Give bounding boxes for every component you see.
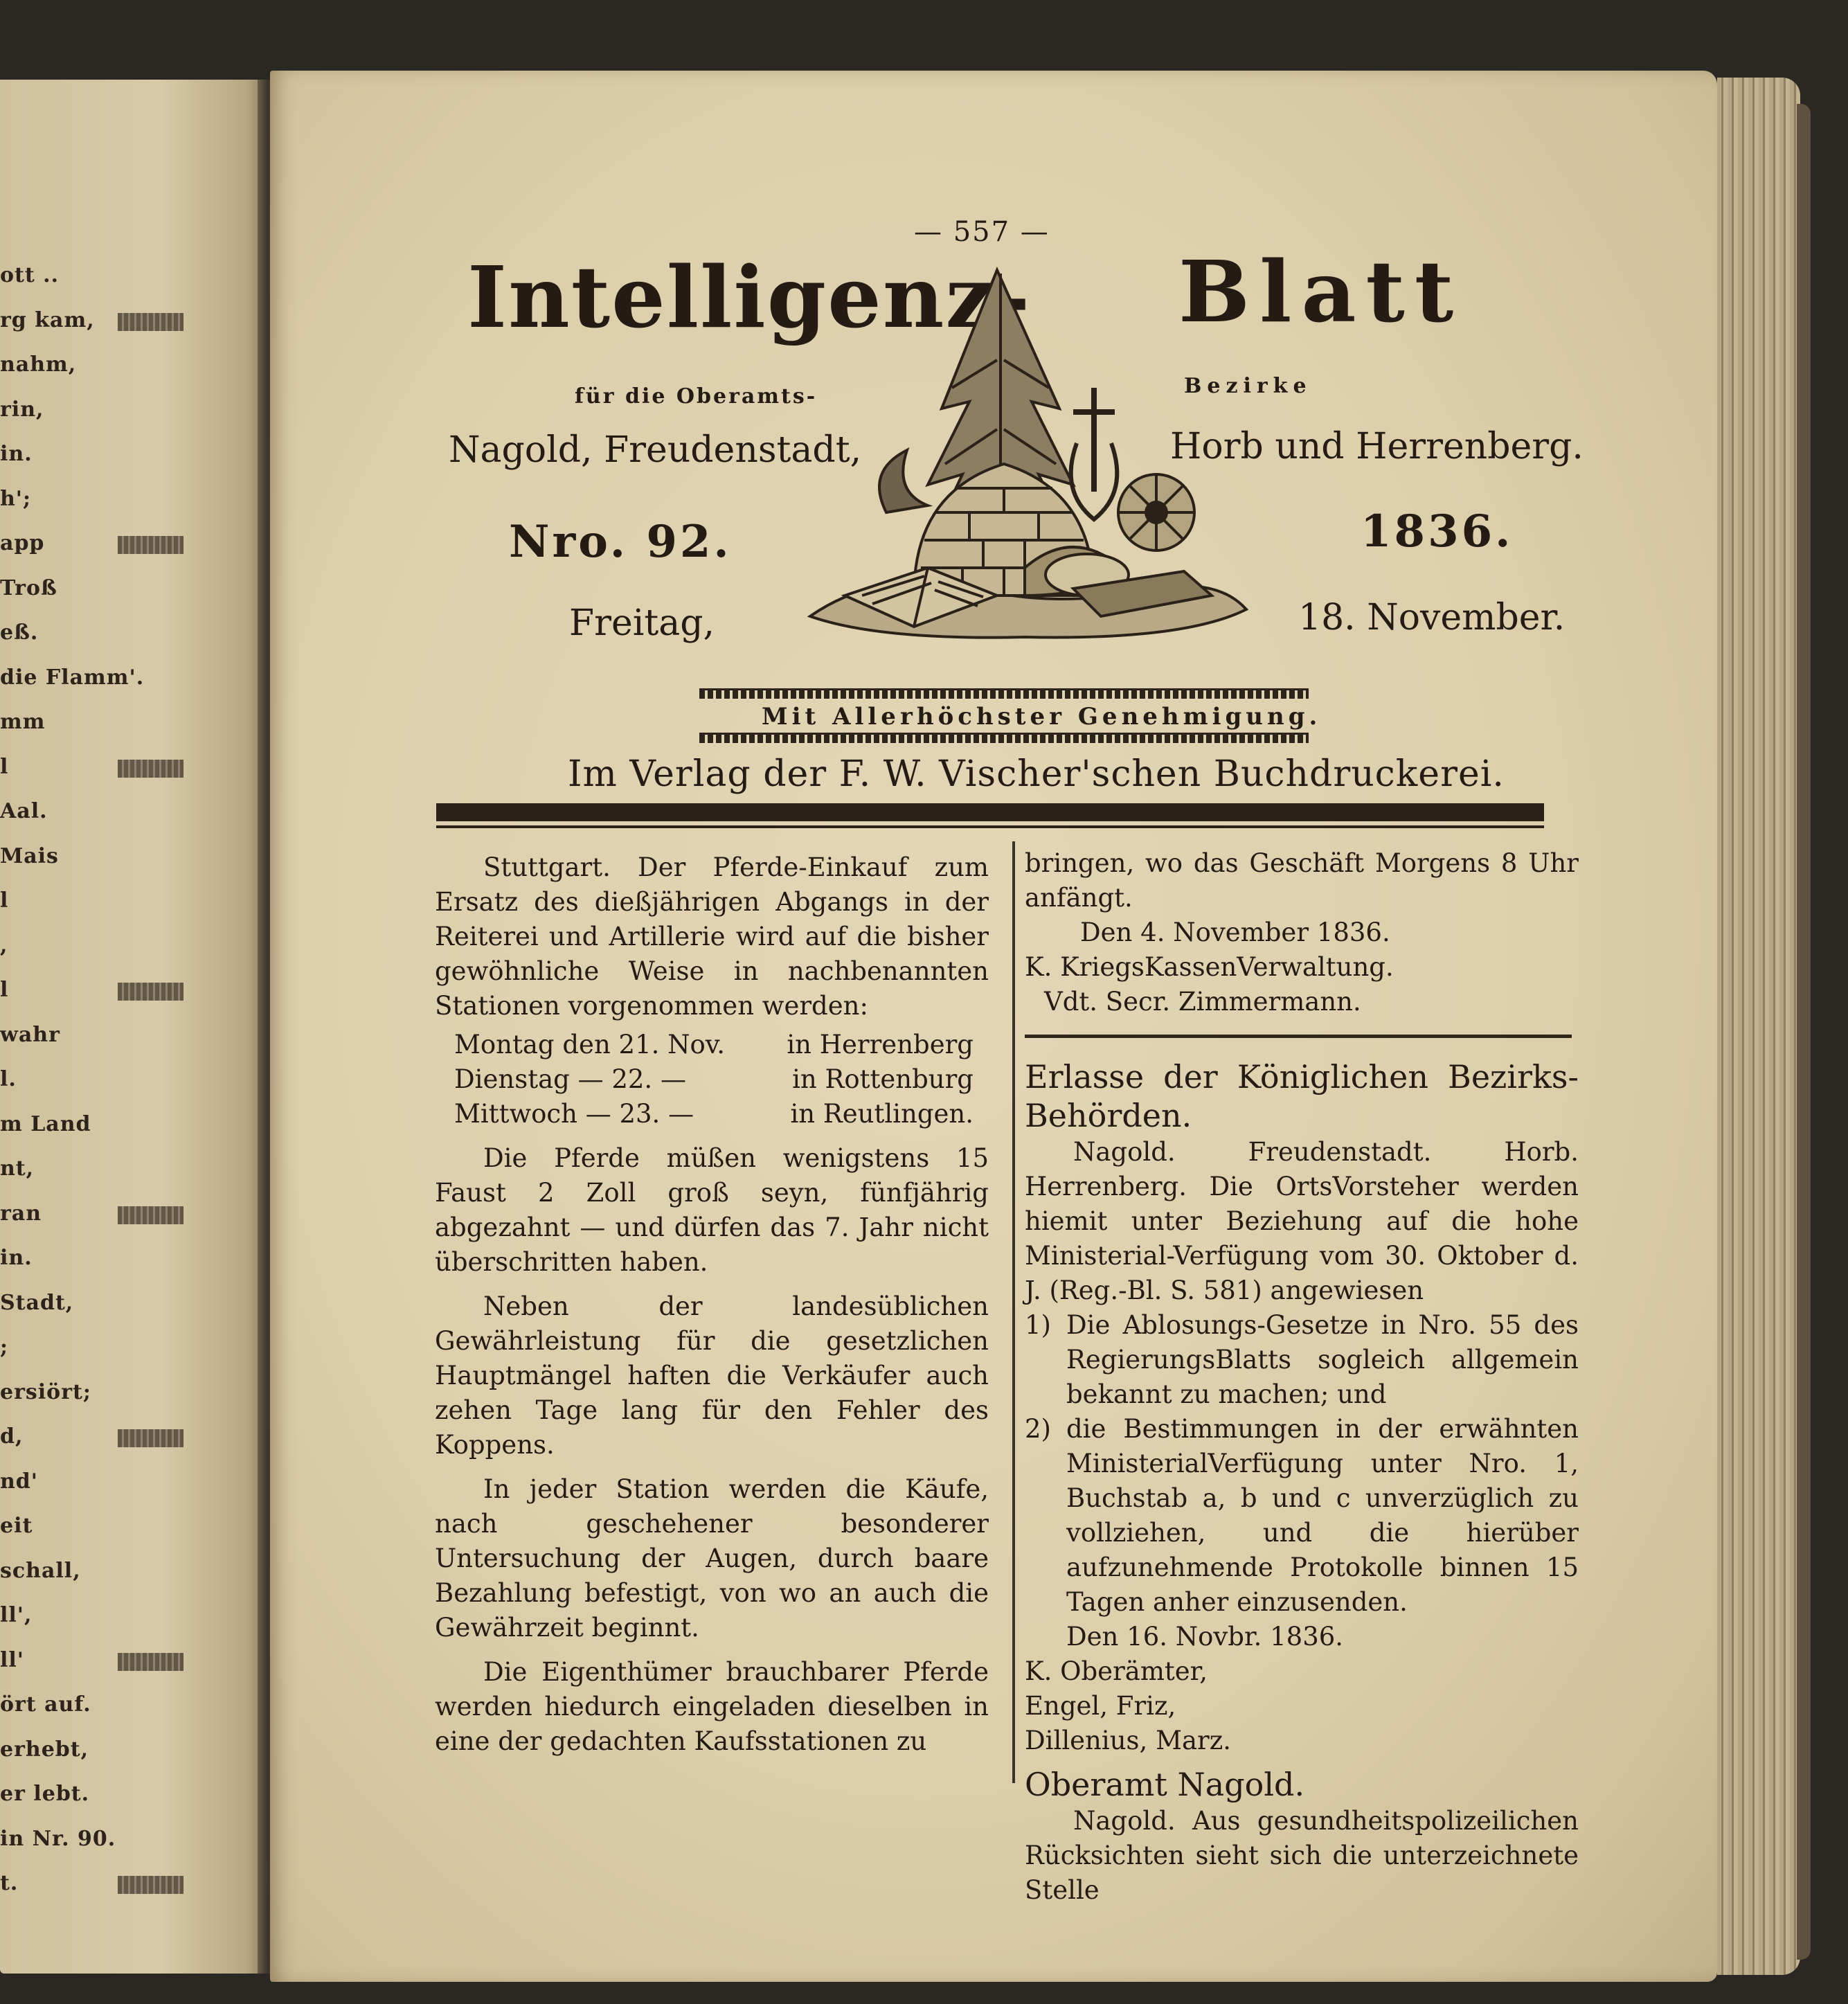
decree-signature-2: Engel, Friz, [1025,1691,1176,1721]
left-page-text-fragment: ll' [0,1647,24,1672]
left-page-fragment [0,80,267,1974]
masthead-title-left: Intelligenz- [467,247,1032,347]
ink-smudge [118,1429,183,1447]
ink-smudge [118,983,183,1001]
column-divider [1012,841,1015,1783]
station-paragraph: In jeder Station werden die Käufe, nach geschehener besonderer Untersuchung der Augen, durch baare Bezahlung befestigt, von wo an auch die Gewährzeit beginnt. [435,1474,989,1643]
left-page-text-fragment: l [0,978,9,1002]
owners-paragraph: Die Eigenthümer brauchbarer Pferde werden hiedurch eingeladen dieselben in eine der gedachten Kaufsstationen zu [435,1657,989,1756]
left-page-text-fragment: ; [0,1335,9,1359]
left-page-text-fragment: ran [0,1201,42,1226]
left-page-text-fragment: ersiört; [0,1379,91,1404]
ink-smudge [118,536,183,554]
left-page-text-fragment: in. [0,1246,33,1270]
notice-authority: K. KriegsKassenVerwaltung. [1025,952,1394,982]
section-title-oberamt: Oberamt Nagold. [1025,1766,1305,1803]
schedule-row [454,1028,974,1062]
decree-item-text: Die Ablosungs-Gesetze in Nro. 55 des RegierungsBlatts sogleich allgemein bekannt zu machen; und [1066,1310,1579,1409]
issue-year: 1836. [1361,506,1514,557]
left-page-text-fragment: schall, [0,1558,81,1583]
page-number: — 557 — [914,216,1050,248]
left-page-text-fragment: rin, [0,397,44,422]
decree-signature-3: Dillenius, Marz. [1025,1726,1231,1755]
publisher-line: Im Verlag der F. W. Vischer'schen Buchdruckerei. [568,753,1505,795]
issue-date: 18. November. [1298,597,1566,638]
ink-smudge [118,1653,183,1671]
book-cover-edge [1797,104,1811,1960]
masthead-title-right: Blatt [1178,242,1464,341]
left-page-text-fragment: rg kam, [0,307,95,332]
ink-smudge [118,1876,183,1894]
masthead-rule-thin [436,825,1544,828]
health-police-paragraph: Nagold. Aus gesundheitspolizeilichen Rücksichten sieht sich die unterzeichnete Stelle [1025,1806,1579,1905]
left-page-text-fragment: nahm, [0,352,77,377]
masthead-districts-left: Nagold, Freudenstadt, [449,429,862,471]
warranty-paragraph: Neben der landesüblichen Gewährleistung für die gesetzlichen Hauptmängel haften die Verkäufer auch zehen Tage lang für den Fehler des Koppens. [435,1291,989,1460]
ink-smudge [118,313,183,331]
left-page-text-fragment: die Flamm'. [0,665,145,690]
left-page-text-fragment: l. [0,1067,17,1091]
issue-number: Nro. 92. [509,516,732,568]
left-page-text-fragment: l [0,754,9,779]
left-page-text-fragment: m Land [0,1111,91,1136]
horse-size-paragraph: Die Pferde müßen wenigstens 15 Faust 2 Zoll groß seyn, fünfjährig abgezahnt — und dürfen das 7. Jahr nicht überschritten haben. [435,1143,989,1277]
masthead-emblem-icon [796,263,1253,651]
left-page-text-fragment: Troß [0,575,57,600]
left-page-text-fragment: ört auf. [0,1692,91,1717]
schedule-place: in Rottenburg [792,1064,974,1094]
decree-item-text: die Bestimmungen in der erwähnten MinisterialVerfügung unter Nro. 1, Buchstab a, b und c unverzüglich zu vollziehen, und die hierüber aufzunehmende Protokolle binnen 15 Tagen anher einzusenden. [1066,1414,1579,1617]
masthead-rule-thick [436,803,1544,821]
left-page-text-fragment: ott .. [0,263,60,287]
schedule-day: Mittwoch — 23. — [454,1099,694,1129]
decree-item-number: 2) [1025,1414,1051,1444]
masthead-subtitle-left: für die Oberamts- [575,384,818,409]
left-page-text-fragment: nd' [0,1469,38,1494]
page-edges [1717,78,1800,1975]
notice-date: Den 4. November 1836. [1080,918,1390,947]
horse-purchase-intro: Stuttgart. Der Pferde-Einkauf zum Ersatz des dießjährigen Abgangs in der Reiterei und Artillerie wird auf die bisher gewöhnliche Weise in nachbenannten Stationen vorgenommen werden: [435,852,989,1021]
left-page-text-fragment: t. [0,1871,19,1895]
notice-vdt: Vdt. Secr. Zimmermann. [1044,987,1361,1017]
schedule-day: Dienstag — 22. — [454,1064,686,1094]
left-column [435,850,989,1759]
masthead-districts-right: Horb und Herrenberg. [1170,426,1584,467]
decree-item-number: 1) [1025,1310,1051,1340]
section-rule [1025,1035,1572,1038]
left-page-text-fragment: in Nr. 90. [0,1826,116,1851]
left-page-text-fragment: in. [0,442,33,466]
left-page-text-fragment: app [0,531,45,555]
left-page-text-fragment: nt, [0,1156,35,1181]
schedule-place: in Herrenberg [787,1030,974,1059]
decree-paragraph: Nagold. Freudenstadt. Horb. Herrenberg. Die OrtsVorsteher werden hiemit unter Beziehung auf die hohe Ministerial-Verfügung vom 30. Oktober d. J. (Reg.-Bl. S. 581) angewiesen [1025,1137,1579,1305]
left-page-text-fragment: , [0,933,8,958]
ink-smudge [118,760,183,778]
left-page-text-fragment: Stadt, [0,1290,74,1315]
left-page-text-fragment: mm [0,710,46,734]
ornament-rule-top [699,688,1309,699]
left-page-text-fragment: eß. [0,620,39,645]
privilege-line: Mit Allerhöchster Genehmigung. [762,703,1322,731]
right-column [1025,846,1579,1908]
schedule-row [454,1097,974,1131]
left-page-text-fragment: wahr [0,1022,60,1047]
section-title: Erlasse der Königlichen Bezirks-Behörden. [1025,1058,1579,1134]
left-page-text-fragment: h'; [0,486,32,511]
schedule-place: in Reutlingen. [790,1099,974,1129]
schedule-day: Montag den 21. Nov. [454,1030,726,1059]
left-page-text-fragment: l [0,888,9,913]
decree-item [1025,1308,1579,1412]
purchase-schedule [454,1028,989,1131]
decree-item [1025,1412,1579,1620]
left-page-text-fragment: eit [0,1514,33,1538]
left-page-text-fragment: Mais [0,843,59,868]
decree-signature-1: K. Oberämter, [1025,1656,1208,1686]
continuation-paragraph: bringen, wo das Geschäft Morgens 8 Uhr anfängt. [1025,848,1579,913]
ornament-rule-bottom [699,733,1309,743]
left-page-text-fragment: d, [0,1424,24,1449]
schedule-row [454,1062,974,1097]
left-page-text-fragment: ll', [0,1603,33,1627]
decree-date: Den 16. Novbr. 1836. [1066,1622,1344,1652]
ink-smudge [118,1206,183,1224]
left-page-text-fragment: Aal. [0,799,48,823]
left-page-text-fragment: er lebt. [0,1782,90,1806]
masthead-subtitle-right: Bezirke [1184,374,1312,398]
left-page-text-fragment: erhebt, [0,1737,89,1762]
issue-weekday: Freitag, [569,602,715,644]
